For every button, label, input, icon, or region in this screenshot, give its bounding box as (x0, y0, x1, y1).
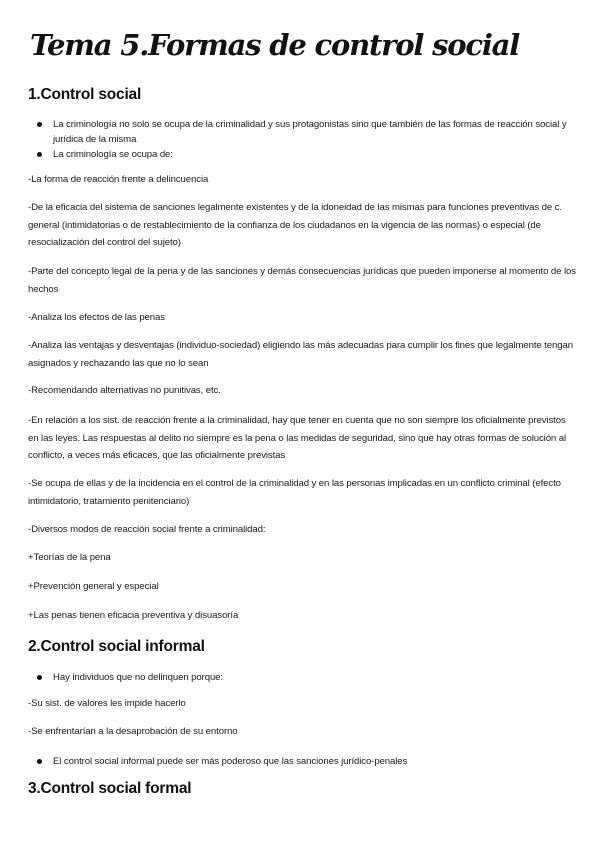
bullet-icon (37, 675, 42, 680)
paragraph: +Teorías de la pena (28, 552, 111, 563)
paragraph: -Se enfrentarían a la desaprobación de su entorno (28, 726, 238, 737)
paragraph: -Recomendando alternativas no punitivas, etc. (28, 385, 221, 396)
bullet-icon (37, 122, 42, 127)
section-heading-control-social-formal: 3.Control social formal (28, 780, 192, 797)
paragraph: -Su sist. de valores les impide hacerlo (28, 698, 186, 709)
bullet-text: El control social informal puede ser más poderoso que las sanciones jurídico-penales (53, 756, 408, 767)
paragraph: -Se ocupa de ellas y de la incidencia en el control de la criminalidad y en las personas implicadas en un conflicto criminal (efecto intimidatorio, tratamiento penitenciario) (28, 478, 561, 507)
section-heading-control-social-informal: 2.Control social informal (28, 638, 205, 655)
bullet-text: La criminología se ocupa de: (53, 149, 173, 160)
paragraph: -Analiza las ventajas y desventajas (individuo-sociedad) eligiendo las más adecuadas para cumplir los fines que legalmente tengan asignados y rechazando las que no lo sean (28, 340, 573, 369)
bullet-text: La criminología no solo se ocupa de la criminalidad y sus protagonistas sino que también de las formas de reacción social y jurídica de la misma (53, 119, 567, 145)
paragraph: -Analiza los efectos de las penas (28, 312, 165, 323)
bullet-item (53, 147, 573, 162)
paragraph: -Parte del concepto legal de la pena y de las sanciones y demás consecuencias jurídicas que pueden imponerse al momento de los hechos (28, 266, 576, 295)
bullet-item (53, 117, 573, 147)
paragraph: -De la eficacia del sistema de sanciones legalmente existentes y de la idoneidad de las mismas para funciones preventivas de c. general (intimidatorias o de restablecimiento de la confianza de los ciudadanos en la vigencia de las normas) o especial (de resocialización del control del sujeto) (28, 202, 562, 248)
paragraph: -La forma de reacción frente a delincuencia (28, 174, 209, 185)
paragraph: +Las penas tienen eficacia preventiva y disuasoría (28, 610, 239, 621)
document-title: Tema 5.Formas de control social (30, 28, 520, 62)
bullet-icon (37, 152, 42, 157)
bullet-icon (37, 759, 42, 764)
paragraph: +Prevención general y especial (28, 581, 159, 592)
bullet-item (53, 670, 573, 685)
bullet-text: Hay individuos que no delinquen porque: (53, 672, 223, 683)
paragraph: -Diversos modos de reacción social frente a criminalidad: (28, 524, 266, 535)
paragraph: -En relación a los sist. de reacción frente a la criminalidad, hay que tener en cuenta que no son siempre los oficialmente previstos en las leyes. Las respuestas al delito no siempre es la pena o las medidas de seguridad, sino que hay otras formas de solución al conflicto, a veces más eficaces, que las oficialmente previstas (28, 415, 566, 461)
bullet-item (53, 754, 573, 769)
section-heading-control-social: 1.Control social (28, 86, 142, 103)
